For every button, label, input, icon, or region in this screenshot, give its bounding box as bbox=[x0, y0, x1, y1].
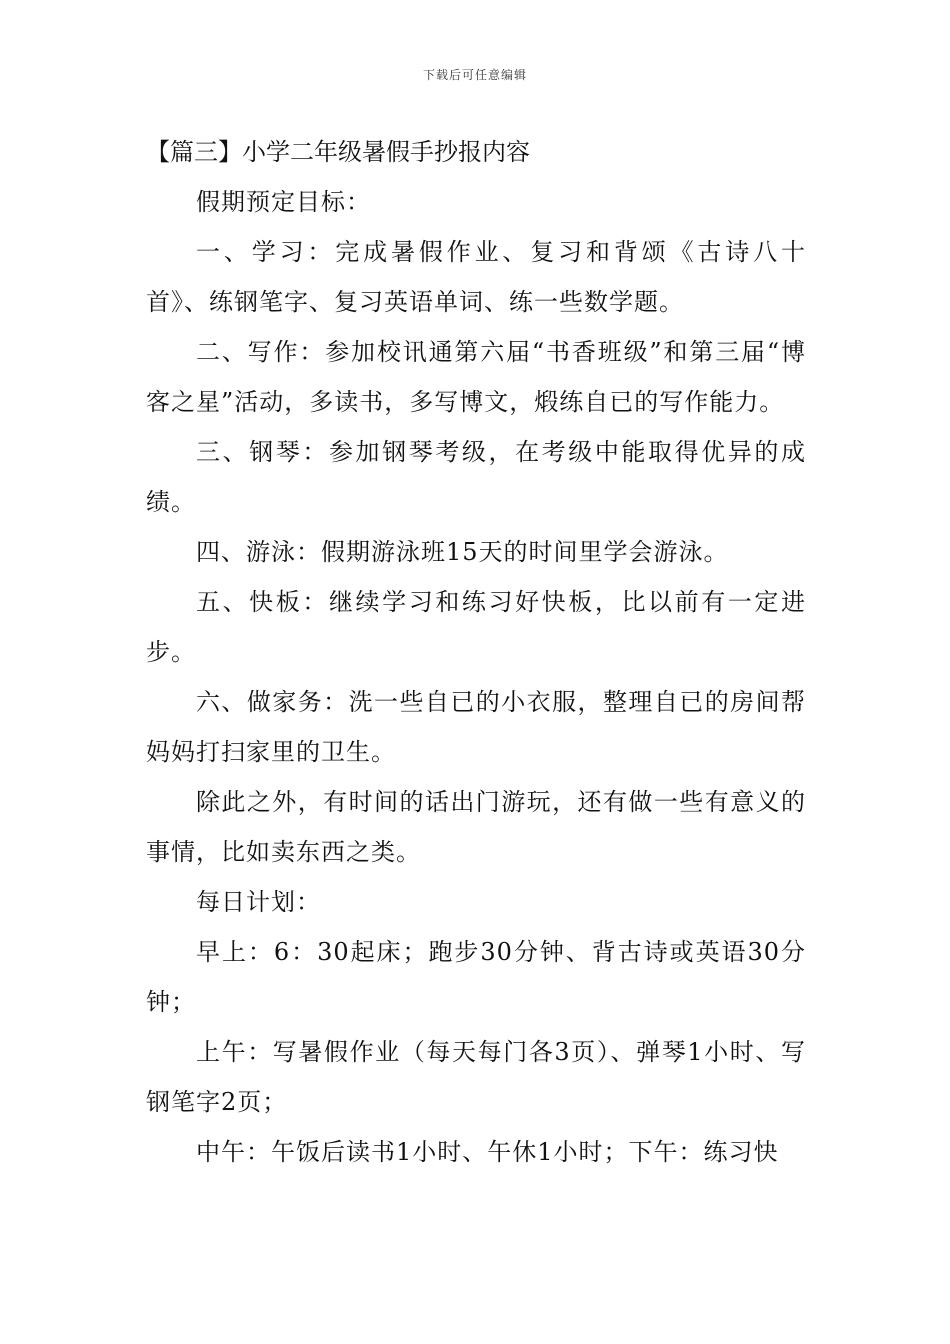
paragraph-other: 除此之外，有时间的话出门游玩，还有做一些有意义的事情，比如卖东西之类。 bbox=[146, 788, 806, 866]
document-title: 【篇三】小学二年级暑假手抄报内容 bbox=[146, 138, 530, 166]
paragraph-housework: 六、做家务：洗一些自已的小衣服，整理自已的房间帮妈妈打扫家里的卫生。 bbox=[146, 688, 806, 766]
paragraph-kuaiban: 五、快板：继续学习和练习好快板，比以前有一定进步。 bbox=[146, 588, 806, 666]
paragraph-goals-heading: 假期预定目标： bbox=[196, 188, 371, 216]
paragraph-swimming: 四、游泳：假期游泳班15天的时间里学会游泳。 bbox=[196, 538, 729, 566]
paragraph-piano: 三、钢琴：参加钢琴考级，在考级中能取得优异的成绩。 bbox=[146, 438, 806, 516]
paragraph-noon: 中午：午饭后读书1小时、午休1小时；下午：练习快 bbox=[196, 1138, 779, 1166]
paragraph-morning: 早上：6：30起床；跑步30分钟、背古诗或英语30分钟； bbox=[146, 938, 806, 1016]
paragraph-study: 一、学习：完成暑假作业、复习和背颂《古诗八十首》、练钢笔字、复习英语单词、练一些数学题。 bbox=[146, 238, 806, 316]
paragraph-writing: 二、写作：参加校讯通第六届“书香班级”和第三届“博客之星”活动，多读书，多写博文，煅练自已的写作能力。 bbox=[146, 338, 806, 416]
paragraph-daily-plan-heading: 每日计划： bbox=[196, 888, 321, 916]
page-header: 下载后可任意编辑 bbox=[422, 68, 527, 82]
document-body bbox=[146, 127, 806, 1177]
paragraph-forenoon: 上午：写暑假作业（每天每门各3页）、弹琴1小时、写钢笔字2页； bbox=[146, 1038, 806, 1116]
